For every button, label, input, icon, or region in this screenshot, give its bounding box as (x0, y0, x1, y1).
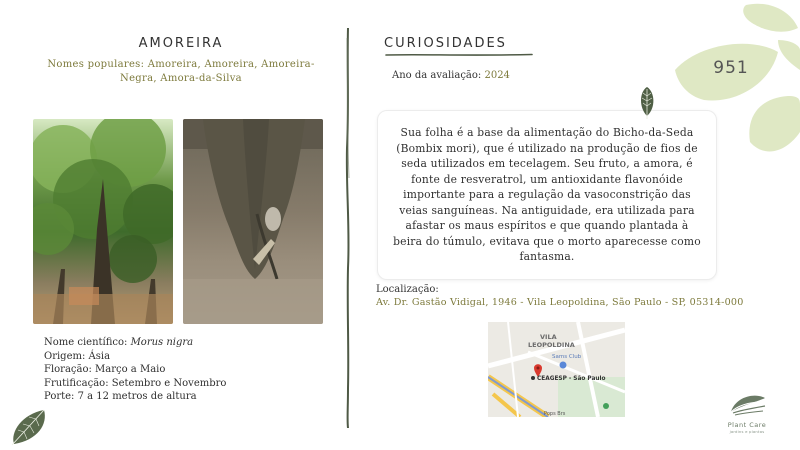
evaluation-year-value: 2024 (484, 70, 510, 81)
leaf-decoration (650, 0, 800, 170)
popular-names: Nomes populares: Amoreira, Amoreira, Amoreira-Negra, Amora-da-Silva (47, 59, 315, 84)
ceagesp-marker-icon (531, 376, 535, 380)
tree-number: 951 (713, 58, 749, 78)
title-underline (384, 52, 534, 58)
evaluation-year (392, 70, 510, 81)
brush-divider (338, 28, 358, 428)
logo-leaf-icon (727, 392, 767, 416)
species-title: AMOREIRA (138, 36, 224, 51)
species-facts (44, 336, 226, 404)
scientific-name-label: Nome científico: (44, 337, 131, 348)
map-neighborhood-line2: LEOPOLDINA (528, 341, 575, 349)
logo-tagline: jardins e plantas (729, 429, 765, 434)
curiosity-text: Sua folha é a base da alimentação do Bicho-da-Seda (Bombix mori), que é utilizado na produção de fios de seda utilizados em tecelagem. Seu fruto, a amora, é fonte de resveratrol, um antioxidante flavonóide importante para a regulação da vasoconstrição das veias sanguíneas. Na antiguidade, era utilizada para afastar os maus espíritos e que quando plantada à beira do túmulo, evitava que o morto aparecesse como fantasma. (393, 126, 701, 264)
map-poi-bottom: Pops Brs (544, 411, 566, 417)
scientific-name-value: Morus nigra (130, 337, 194, 348)
corner-leaf-icon (8, 408, 48, 446)
tree-canopy-photo (33, 119, 173, 324)
flowering-row: Floração: Março a Maio (44, 364, 166, 376)
origin-row: Origem: Ásia (44, 350, 111, 362)
size-row: Porte: 7 a 12 metros de altura (44, 391, 197, 403)
shop-marker-icon (560, 362, 567, 369)
map-poi-shop: Sams Club (552, 354, 582, 360)
tree-trunk-photo (183, 119, 323, 324)
curiosities-title: CURIOSIDADES (384, 36, 507, 51)
small-leaf-icon (636, 86, 658, 120)
map-neighborhood-line1: VILA (540, 333, 557, 341)
scientific-name-row (44, 336, 226, 350)
park-marker-icon (603, 403, 609, 409)
logo-name: Plant Care (727, 421, 767, 429)
location-map[interactable] (488, 322, 625, 417)
location-address: Av. Dr. Gastão Vidigal, 1946 - Vila Leopoldina, São Paulo - SP, 05314-000 (376, 297, 744, 308)
map-poi-main: CEAGESP - São Paulo (537, 376, 606, 382)
fruiting-row: Frutificação: Setembro e Novembro (44, 377, 227, 389)
evaluation-label: Ano da avaliação: (392, 70, 485, 81)
plant-care-logo (718, 392, 776, 442)
location-label: Localização: (376, 284, 439, 295)
